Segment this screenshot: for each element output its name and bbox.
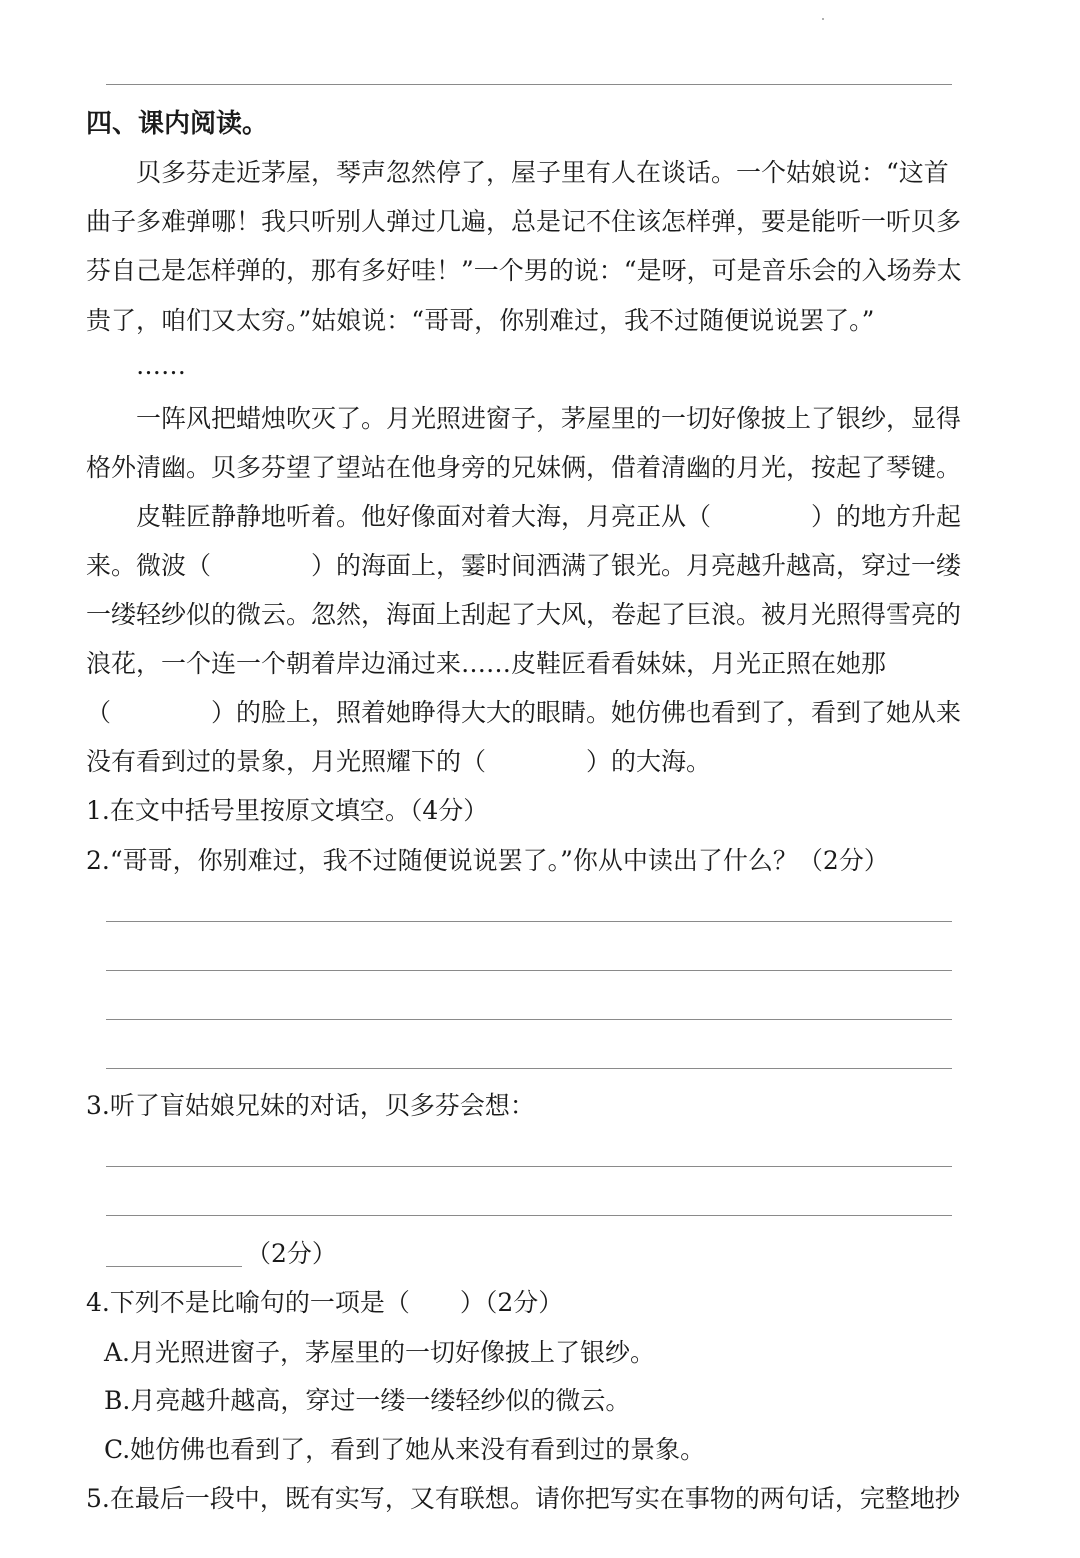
- question-4-option-c: C.她仿佛也看到了，看到了她从来没有看到过的景象。: [104, 1435, 706, 1464]
- answer-line[interactable]: [106, 970, 952, 971]
- passage-line: 一缕轻纱似的微云。忽然，海面上刮起了大风，卷起了巨浪。被月光照得雪亮的: [86, 600, 962, 629]
- passage-line: 贵了，咱们又太穷。”姑娘说：“哥哥，你别难过，我不过随便说说罢了。”: [86, 306, 875, 335]
- answer-line[interactable]: [106, 1019, 952, 1020]
- question-4: 4.下列不是比喻句的一项是（ ）（2分）: [86, 1288, 564, 1317]
- answer-line[interactable]: [106, 1068, 952, 1069]
- passage-line: 格外清幽。贝多芬望了望站在他身旁的兄妹俩，借着清幽的月光，按起了琴键。: [86, 453, 962, 482]
- passage-line: 一阵风把蜡烛吹灭了。月光照进窗子，茅屋里的一切好像披上了银纱，显得: [136, 404, 962, 433]
- question-4-option-a: A.月光照进窗子，茅屋里的一切好像披上了银纱。: [104, 1338, 656, 1367]
- passage-line: 浪花，一个连一个朝着岸边涌过来……皮鞋匠看看妹妹，月光正照在她那: [86, 649, 887, 678]
- answer-line[interactable]: [106, 1166, 952, 1167]
- passage-line: 没有看到过的景象，月光照耀下的（ ）的大海。: [86, 747, 712, 776]
- passage-line: 来。微波（ ）的海面上，霎时间洒满了银光。月亮越升越高，穿过一缕: [86, 551, 962, 580]
- passage-line: 皮鞋匠静静地听着。他好像面对着大海，月亮正从（ ）的地方升起: [136, 502, 962, 531]
- section-heading: 四、课内阅读。: [86, 109, 269, 139]
- passage-line: （ ）的脸上，照着她睁得大大的眼睛。她仿佛也看到了，看到了她从来: [86, 698, 962, 727]
- speck: [822, 18, 824, 20]
- question-3-score: （2分）: [246, 1239, 337, 1268]
- question-1: 1.在文中括号里按原文填空。（4分）: [86, 796, 489, 825]
- question-5: 5.在最后一段中，既有实写，又有联想。请你把写实在事物的两句话，完整地抄: [86, 1484, 960, 1513]
- passage-line: 芬自己是怎样弹的，那有多好哇！”一个男的说：“是呀，可是音乐会的入场券太: [86, 256, 962, 285]
- passage-line: 曲子多难弹哪！我只听别人弹过几遍，总是记不住该怎样弹，要是能听一听贝多: [86, 207, 962, 236]
- answer-line[interactable]: [106, 921, 952, 922]
- answer-blank-short[interactable]: [106, 1266, 242, 1267]
- question-4-option-b: B.月亮越升越高，穿过一缕一缕轻纱似的微云。: [104, 1386, 631, 1415]
- answer-line[interactable]: [106, 1215, 952, 1216]
- passage-ellipsis: ……: [136, 351, 186, 380]
- question-3: 3.听了盲姑娘兄妹的对话，贝多芬会想：: [86, 1091, 535, 1120]
- passage-line: 贝多芬走近茅屋，琴声忽然停了，屋子里有人在谈话。一个姑娘说：“这首: [136, 158, 949, 187]
- answer-line-top: [106, 84, 952, 85]
- question-2: 2.“哥哥，你别难过，我不过随便说说罢了。”你从中读出了什么？（2分）: [86, 846, 889, 875]
